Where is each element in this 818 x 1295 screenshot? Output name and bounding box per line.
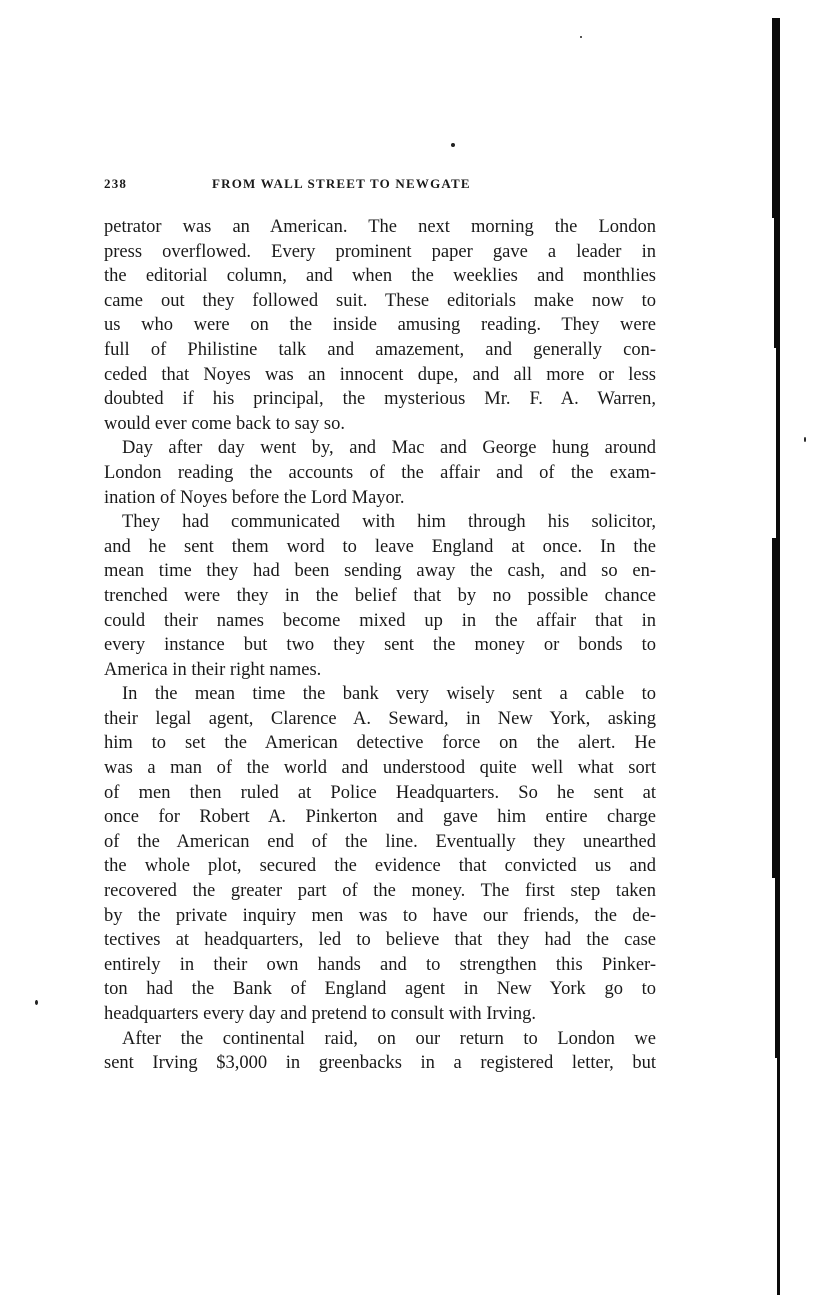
- page-number: 238: [104, 176, 128, 191]
- text-line: the whole plot, secured the evidence that convicted us and: [104, 856, 656, 877]
- text-line: trenched were they in the belief that by no possible chance: [104, 585, 656, 606]
- body-text: [104, 215, 656, 1076]
- text-line: once for Robert A. Pinkerton and gave him entire charge: [104, 807, 656, 828]
- page-header: [104, 176, 658, 198]
- text-line: the editorial column, and when the weeklies and monthlies: [104, 266, 656, 287]
- text-line: him to set the American detective force on the alert. He: [104, 733, 656, 754]
- paragraph: [104, 1027, 656, 1076]
- text-line: came out they followed suit. These editorials make now to: [104, 290, 656, 311]
- text-line: could their names become mixed up in the affair that in: [104, 610, 656, 631]
- text-line: After the continental raid, on our return to London we: [122, 1028, 656, 1049]
- text-line: mean time they had been sending away the cash, and so en-: [104, 561, 656, 582]
- text-line: In the mean time the bank very wisely sent a cable to: [122, 684, 656, 705]
- scan-speck: [580, 36, 582, 38]
- paragraph: [104, 682, 656, 1026]
- text-line: America in their right names.: [104, 659, 322, 680]
- text-line: press overflowed. Every prominent paper gave a leader in: [104, 241, 656, 262]
- text-line: was a man of the world and understood quite well what sort: [104, 758, 656, 779]
- text-line: Day after day went by, and Mac and George hung around: [122, 438, 656, 459]
- text-line: their legal agent, Clarence A. Seward, in New York, asking: [104, 708, 656, 729]
- text-line: ination of Noyes before the Lord Mayor.: [104, 487, 405, 508]
- text-line: of the American end of the line. Eventually they unearthed: [104, 831, 656, 852]
- text-line: ceded that Noyes was an innocent dupe, and all more or less: [104, 364, 656, 385]
- scan-speck: [35, 1000, 38, 1005]
- text-line: ton had the Bank of England agent in New York go to: [104, 979, 656, 1000]
- text-line: They had communicated with him through his solicitor,: [122, 512, 656, 533]
- text-line: doubted if his principal, the mysterious Mr. F. A. Warren,: [104, 389, 656, 410]
- text-line: every instance but two they sent the money or bonds to: [104, 635, 656, 656]
- text-line: would ever come back to say so.: [104, 413, 345, 434]
- text-line: London reading the accounts of the affair and of the exam-: [104, 462, 656, 483]
- text-line: tectives at headquarters, led to believe that they had the case: [104, 930, 656, 951]
- text-line: of men then ruled at Police Headquarters. So he sent at: [104, 782, 656, 803]
- text-line: by the private inquiry men was to have our friends, the de-: [104, 905, 656, 926]
- paragraph: [104, 436, 656, 510]
- text-line: and he sent them word to leave England at once. In the: [104, 536, 656, 557]
- scan-speck: [804, 437, 806, 442]
- text-line: us who were on the inside amusing reading. They were: [104, 315, 656, 336]
- text-line: petrator was an American. The next morning the London: [104, 217, 656, 237]
- paragraph: [104, 510, 656, 682]
- scan-speck: [451, 143, 455, 147]
- text-line: recovered the greater part of the money. The first step taken: [104, 881, 656, 902]
- text-line: full of Philistine talk and amazement, and generally con-: [104, 339, 656, 360]
- text-line: sent Irving $3,000 in greenbacks in a registered letter, but: [104, 1053, 656, 1074]
- paragraph: [104, 215, 656, 436]
- text-line: entirely in their own hands and to strengthen this Pinker-: [104, 954, 656, 975]
- text-line: headquarters every day and pretend to consult with Irving.: [104, 1004, 537, 1024]
- running-head: FROM WALL STREET TO NEWGATE: [212, 176, 471, 191]
- scan-page-edge: [772, 18, 782, 1295]
